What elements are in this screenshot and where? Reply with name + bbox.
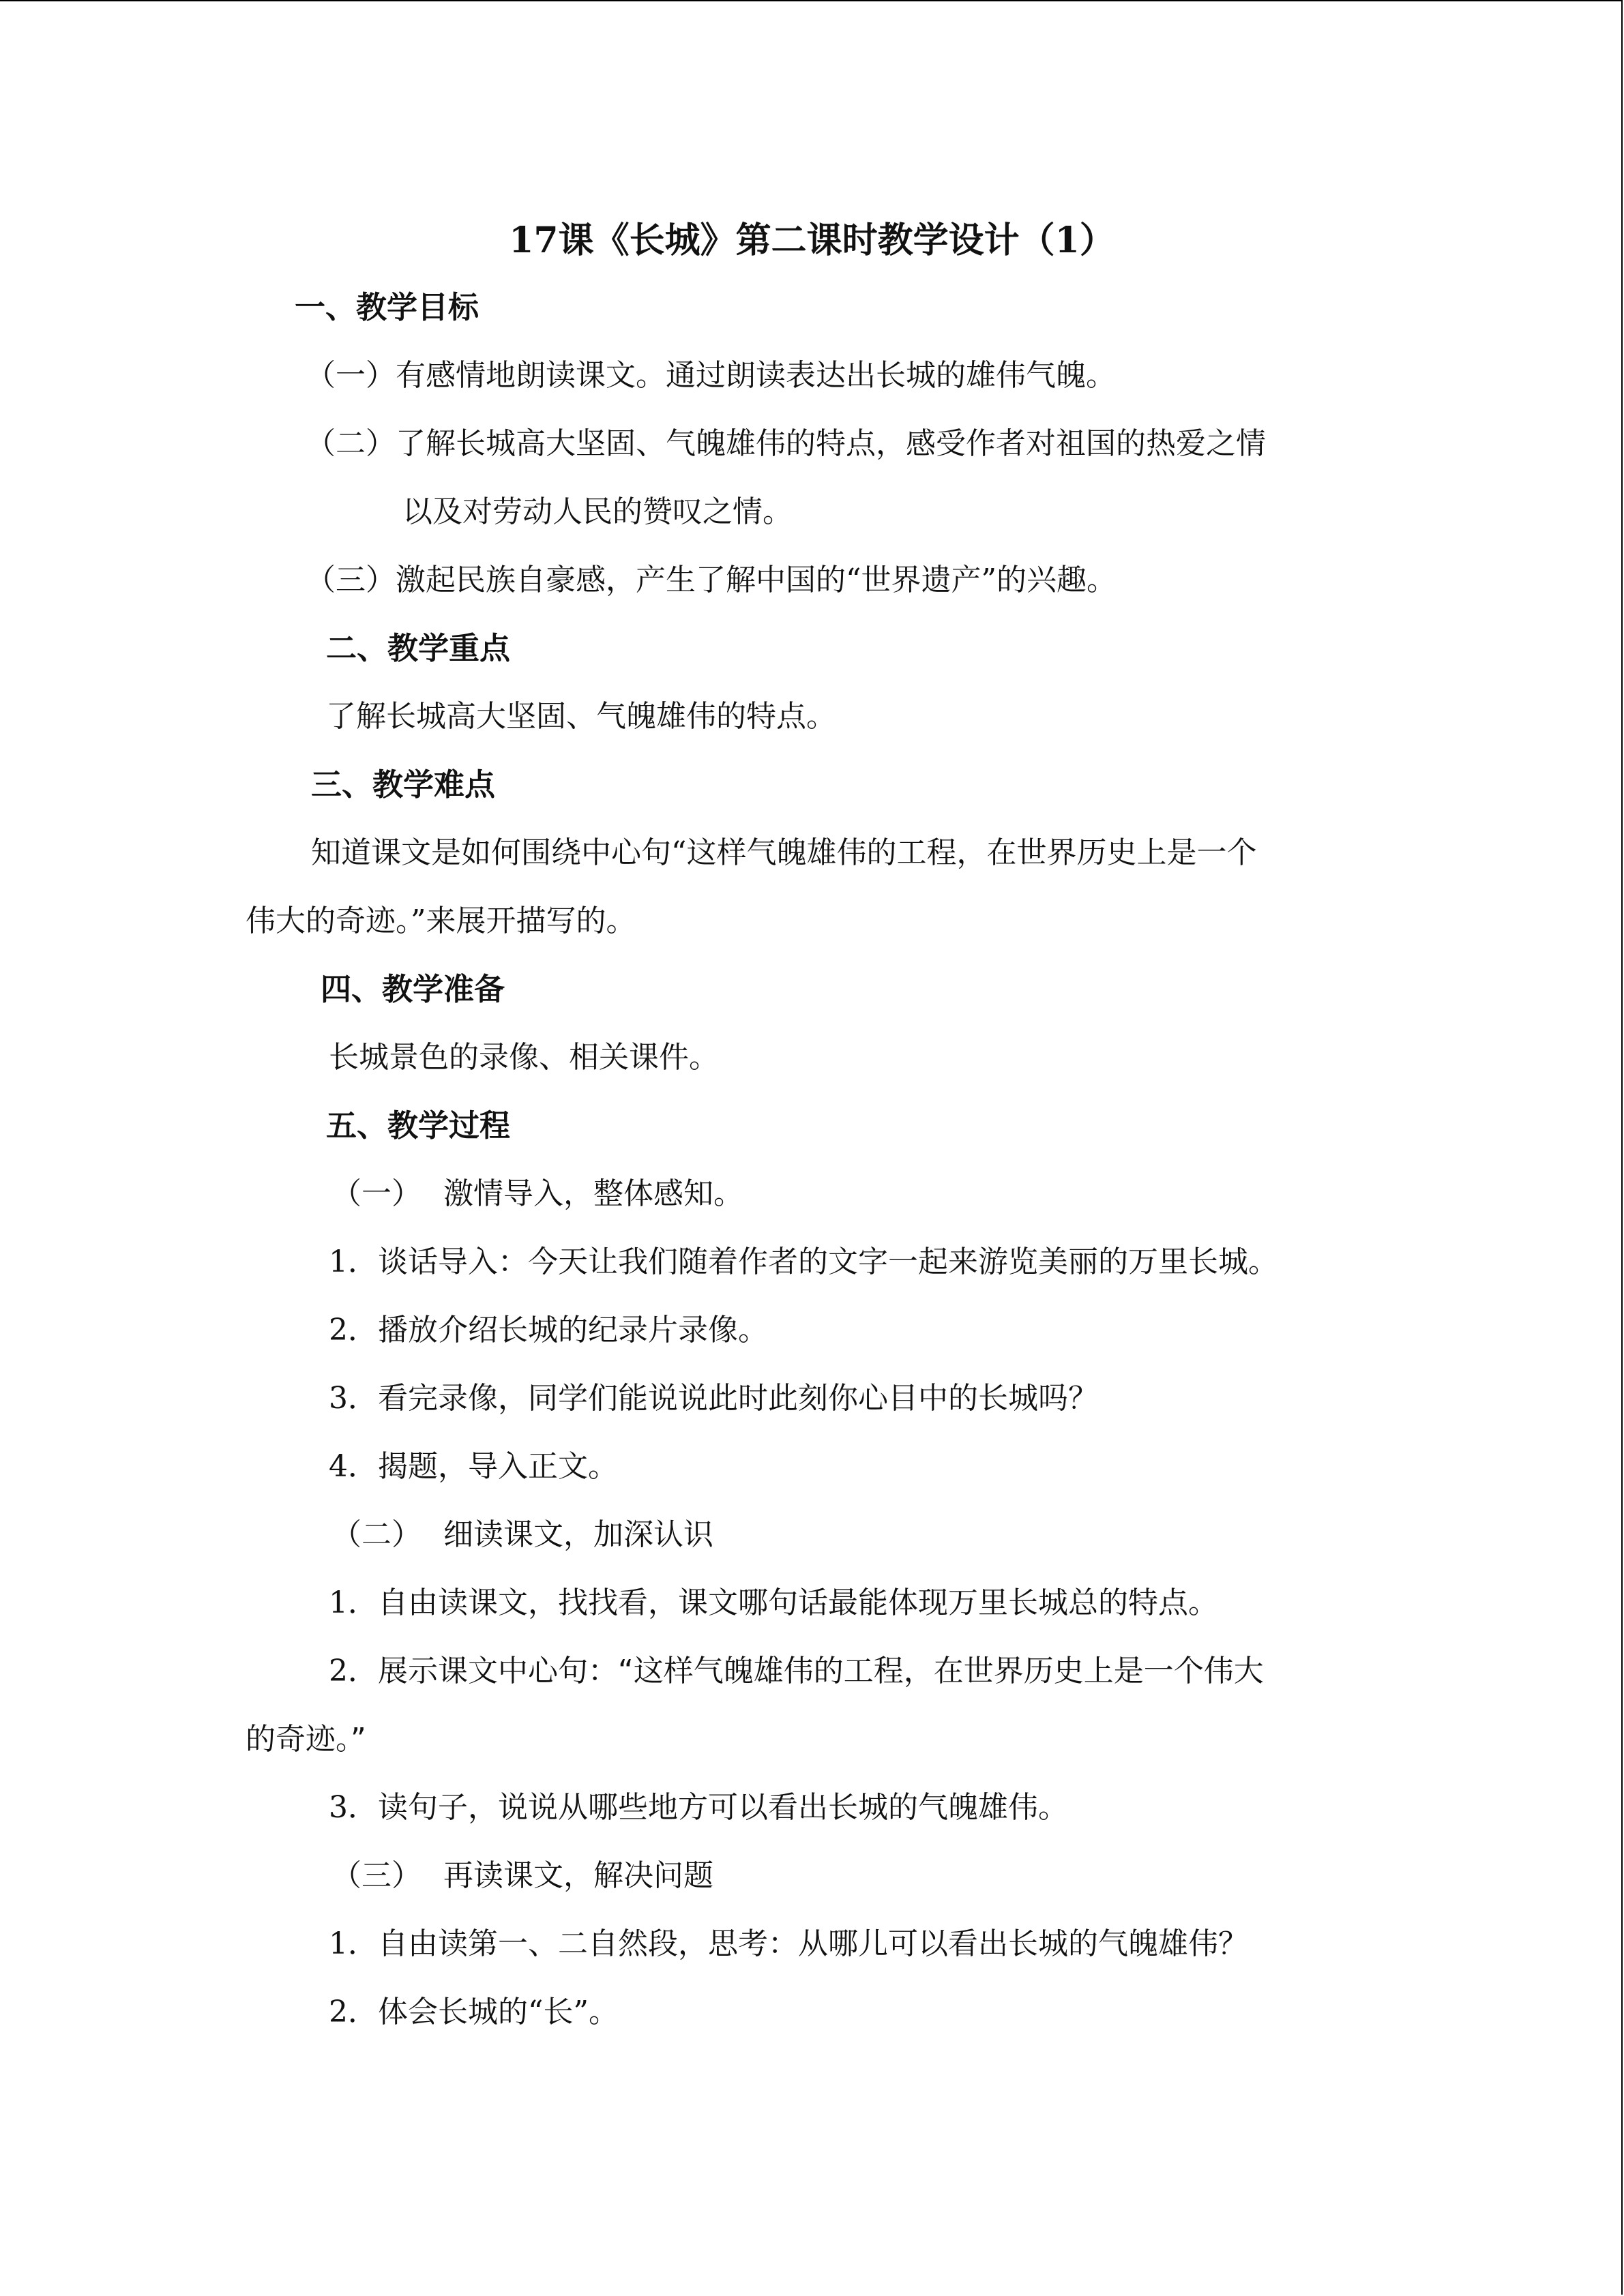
goal-item-2-line-1: （二）了解长城高大坚固、气魄雄伟的特点，感受作者对祖国的热爱之情 xyxy=(306,426,1266,461)
document-title: 17课《长城》第二课时教学设计（1） xyxy=(509,220,1115,261)
key-points-text: 了解长城高大坚固、气魄雄伟的特点。 xyxy=(326,699,836,734)
process-part-1-step-4: 4．揭题，导入正文。 xyxy=(329,1449,618,1484)
process-part-2-step-1: 1．自由读课文，找找看，课文哪句话最能体现万里长城总的特点。 xyxy=(329,1585,1218,1620)
process-part-2-step-3: 3．读句子，说说从哪些地方可以看出长城的气魄雄伟。 xyxy=(329,1790,1068,1825)
heading-process: 五、教学过程 xyxy=(326,1107,511,1144)
heading-difficulties: 三、教学难点 xyxy=(311,766,496,803)
difficulties-text-line-1: 知道课文是如何围绕中心句“这样气魄雄伟的工程，在世界历史上是一个 xyxy=(311,835,1257,870)
process-part-1-title: 激情导入，整体感知。 xyxy=(443,1176,743,1211)
heading-teaching-goals: 一、教学目标 xyxy=(295,289,479,325)
process-part-1-step-3: 3．看完录像，同学们能说说此时此刻你心目中的长城吗？ xyxy=(329,1381,1098,1416)
goal-item-1: （一）有感情地朗读课文。通过朗读表达出长城的雄伟气魄。 xyxy=(306,358,1116,393)
goal-item-3: （三）激起民族自豪感，产生了解中国的“世界遗产”的兴趣。 xyxy=(306,563,1117,597)
difficulties-text-line-2: 伟大的奇迹。”来展开描写的。 xyxy=(246,904,636,938)
preparation-text: 长城景色的录像、相关课件。 xyxy=(329,1040,719,1075)
process-part-2-step-2 xyxy=(329,1651,1264,1692)
process-part-2-step-2-quote: “这样气魄雄伟的工程，在世界历史上是一个伟大 xyxy=(618,1654,1264,1688)
process-part-1-step-2: 2．播放介绍长城的纪录片录像。 xyxy=(329,1313,768,1347)
process-part-2-step-2-line-2: 的奇迹。” xyxy=(246,1722,366,1757)
heading-preparation: 四、教学准备 xyxy=(321,971,505,1007)
process-part-3-step-1: 1．自由读第一、二自然段，思考：从哪儿可以看出长城的气魄雄伟？ xyxy=(329,1926,1248,1961)
process-part-1-label: （一） xyxy=(331,1176,422,1211)
process-part-3-label: （三） xyxy=(331,1858,422,1893)
process-part-3-step-2: 2．体会长城的“长”。 xyxy=(329,1995,619,2029)
process-part-1-step-1: 1．谈话导入：今天让我们随着作者的文字一起来游览美丽的万里长城。 xyxy=(329,1244,1278,1279)
goal-item-2-line-2: 以及对劳动人民的赞叹之情。 xyxy=(402,494,793,529)
process-part-2-label: （二） xyxy=(331,1517,422,1552)
heading-key-points: 二、教学重点 xyxy=(326,630,511,666)
process-part-2-step-2-prefix: 2．展示课文中心句： xyxy=(329,1654,618,1688)
process-part-2-title: 细读课文，加深认识 xyxy=(443,1517,713,1552)
process-part-3-title: 再读课文，解决问题 xyxy=(443,1858,713,1893)
